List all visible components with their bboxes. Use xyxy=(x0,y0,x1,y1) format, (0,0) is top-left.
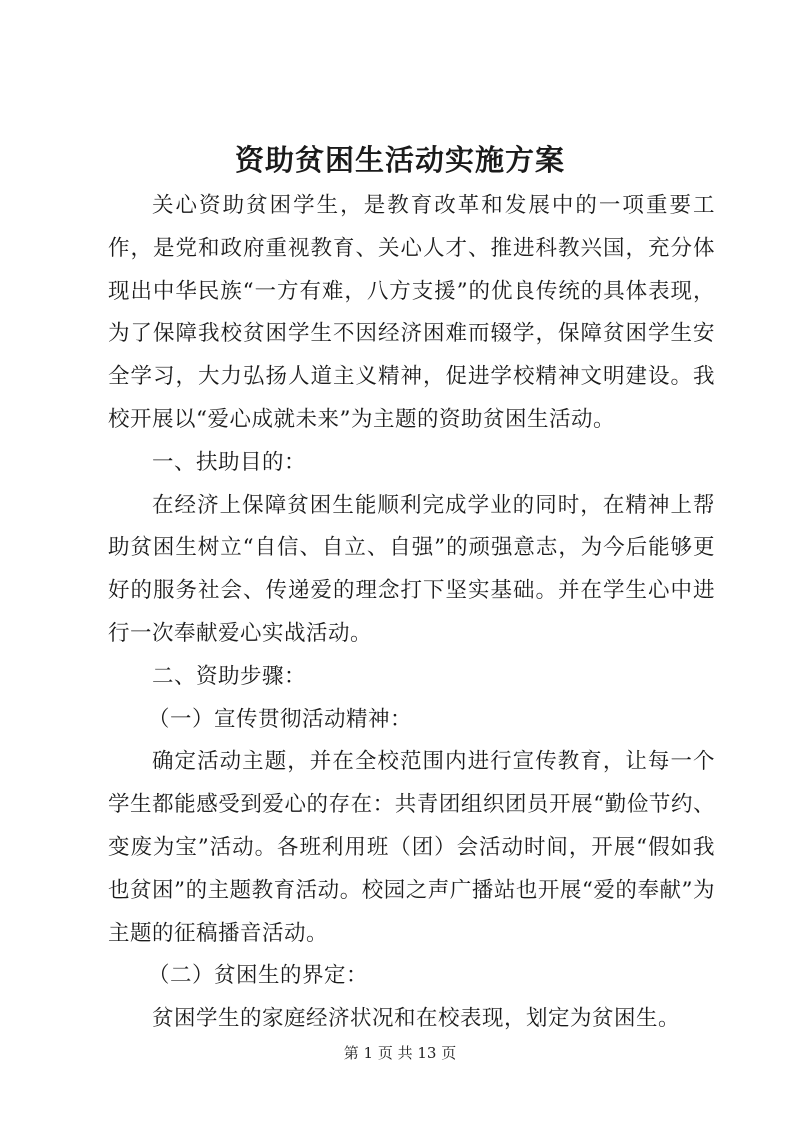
subsection-heading-definition: （二）贫困生的界定： xyxy=(148,963,369,989)
subsection-heading-publicity: （一）宣传贯彻活动精神： xyxy=(148,706,413,732)
page-number-footer: 第 1 页 共 13 页 xyxy=(343,1044,457,1062)
definition-paragraph: 贫困学生的家庭经济状况和在校表现，划定为贫困生。 xyxy=(152,1006,681,1032)
document-title: 资助贫困生活动实施方案 xyxy=(234,143,565,177)
section-heading-purpose: 一、扶助目的： xyxy=(152,449,307,475)
publicity-paragraph: 确定活动主题，并在全校范围内进行宣传教育，让每一个学生都能感受到爱心的存在：共青团组织团员开展“勤俭节约、变废为宝”活动。各班利用班（团）会活动时间，开展“假如我也贫困”的主题教育活动。校园之声广播站也开展“爱的奉献”为主题的征稿播音活动。 xyxy=(108,749,715,946)
intro-paragraph: 关心资助贫困学生，是教育改革和发展中的一项重要工作，是党和政府重视教育、关心人才、推进科教兴国，充分体现出中华民族“一方有难，八方支援”的优良传统的具体表现，为了保障我校贫困学生不因经济困难而辍学，保障贫困学生安全学习，大力弘扬人道主义精神，促进学校精神文明建设。我校开展以“爱心成就未来”为主题的资助贫困生活动。 xyxy=(108,193,715,432)
document-body xyxy=(108,185,715,1041)
section-heading-steps: 二、资助步骤： xyxy=(152,663,307,689)
purpose-paragraph: 在经济上保障贫困生能顺利完成学业的同时，在精神上帮助贫困生树立“自信、自立、自强”的顽强意志，为今后能够更好的服务社会、传递爱的理念打下坚实基础。并在学生心中进行一次奉献爱心实战活动。 xyxy=(108,492,715,646)
